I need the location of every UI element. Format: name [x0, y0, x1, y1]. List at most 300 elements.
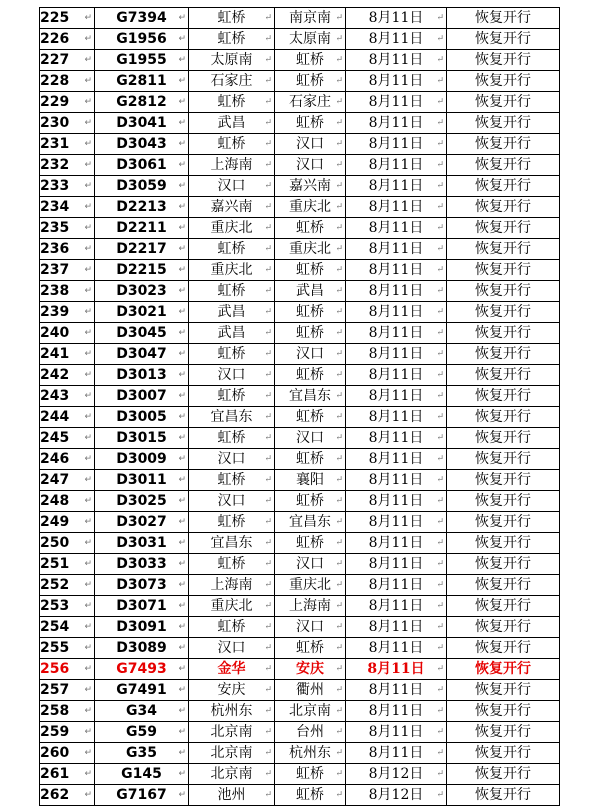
date-cell — [346, 323, 447, 344]
cell-end-mark-icon: ↵ — [178, 13, 186, 23]
status-text: 恢复开行 — [475, 73, 531, 89]
cell-end-mark-icon: ↵ — [264, 685, 272, 695]
destination-station-text: 汉口 — [296, 619, 324, 635]
destination-station-cell — [275, 134, 346, 155]
status-cell — [447, 491, 560, 512]
row-number-cell — [40, 407, 95, 428]
status-cell — [447, 470, 560, 491]
origin-station-text: 上海南 — [210, 577, 253, 593]
train-number-text: D3021 — [116, 304, 167, 320]
origin-station-cell — [189, 512, 275, 533]
cell-end-mark-icon: ↵ — [335, 118, 343, 128]
train-schedule-table — [39, 7, 560, 806]
date-text: 8月11日 — [368, 724, 424, 740]
status-text: 恢复开行 — [475, 283, 531, 299]
status-text: 恢复开行 — [475, 766, 531, 782]
date-cell — [346, 638, 447, 659]
row-number-cell — [40, 470, 95, 491]
cell-end-mark-icon: ↵ — [264, 139, 272, 149]
train-number-cell — [95, 50, 189, 71]
date-text: 8月11日 — [368, 346, 424, 362]
cell-end-mark-icon: ↵ — [335, 580, 343, 590]
train-number-cell — [95, 617, 189, 638]
destination-station-cell — [275, 92, 346, 113]
status-cell — [447, 407, 560, 428]
status-text: 恢复开行 — [475, 451, 531, 467]
row-number-text: 246 — [40, 451, 70, 467]
destination-station-cell — [275, 491, 346, 512]
status-text: 恢复开行 — [475, 409, 531, 425]
origin-station-text: 虹桥 — [217, 94, 246, 110]
status-text: 恢复开行 — [475, 640, 531, 656]
cell-end-mark-icon: ↵ — [264, 76, 272, 86]
row-number-cell — [40, 29, 95, 50]
cell-end-mark-icon: ↵ — [84, 34, 92, 44]
origin-station-text: 武昌 — [217, 304, 246, 320]
cell-end-mark-icon: ↵ — [264, 328, 272, 338]
origin-station-text: 池州 — [217, 787, 246, 803]
row-number-cell — [40, 617, 95, 638]
table-row — [40, 449, 560, 470]
row-number-text: 230 — [40, 115, 70, 131]
date-text: 8月11日 — [368, 367, 424, 383]
status-text: 恢复开行 — [475, 598, 531, 614]
status-cell — [447, 659, 560, 680]
train-number-cell — [95, 659, 189, 680]
date-cell — [346, 407, 447, 428]
cell-end-mark-icon: ↵ — [264, 643, 272, 653]
origin-station-cell — [189, 785, 275, 806]
destination-station-cell — [275, 638, 346, 659]
cell-end-mark-icon: ↵ — [178, 559, 186, 569]
origin-station-text: 虹桥 — [217, 430, 246, 446]
destination-station-cell — [275, 218, 346, 239]
cell-end-mark-icon: ↵ — [264, 580, 272, 590]
status-cell — [447, 239, 560, 260]
status-cell — [447, 260, 560, 281]
destination-station-cell — [275, 680, 346, 701]
cell-end-mark-icon: ↵ — [178, 790, 186, 800]
status-cell — [447, 743, 560, 764]
table-row — [40, 743, 560, 764]
cell-end-mark-icon: ↵ — [335, 265, 343, 275]
table-row — [40, 785, 560, 806]
destination-station-cell — [275, 50, 346, 71]
status-cell — [447, 197, 560, 218]
date-text: 8月11日 — [368, 703, 424, 719]
cell-end-mark-icon: ↵ — [178, 643, 186, 653]
date-text: 8月11日 — [368, 178, 424, 194]
table-row — [40, 638, 560, 659]
date-cell — [346, 449, 447, 470]
cell-end-mark-icon: ↵ — [178, 748, 186, 758]
cell-end-mark-icon: ↵ — [335, 328, 343, 338]
status-cell — [447, 386, 560, 407]
destination-station-text: 北京南 — [289, 703, 331, 719]
row-number-cell — [40, 281, 95, 302]
destination-station-text: 虹桥 — [296, 262, 324, 278]
origin-station-cell — [189, 617, 275, 638]
cell-end-mark-icon: ↵ — [178, 307, 186, 317]
destination-station-cell — [275, 113, 346, 134]
cell-end-mark-icon: ↵ — [264, 13, 272, 23]
row-number-cell — [40, 218, 95, 239]
row-number-text: 227 — [40, 52, 70, 68]
destination-station-text: 重庆北 — [289, 241, 331, 257]
row-number-cell — [40, 50, 95, 71]
cell-end-mark-icon: ↵ — [84, 181, 92, 191]
origin-station-text: 北京南 — [210, 745, 253, 761]
date-cell — [346, 344, 447, 365]
cell-end-mark-icon: ↵ — [436, 370, 444, 380]
cell-end-mark-icon: ↵ — [436, 559, 444, 569]
table-row — [40, 134, 560, 155]
cell-end-mark-icon: ↵ — [264, 265, 272, 275]
destination-station-cell — [275, 176, 346, 197]
table-row — [40, 680, 560, 701]
status-cell — [447, 218, 560, 239]
table-row — [40, 722, 560, 743]
cell-end-mark-icon: ↵ — [436, 244, 444, 254]
cell-end-mark-icon: ↵ — [436, 685, 444, 695]
cell-end-mark-icon: ↵ — [335, 307, 343, 317]
cell-end-mark-icon: ↵ — [84, 370, 92, 380]
destination-station-text: 重庆北 — [289, 577, 331, 593]
train-number-cell — [95, 113, 189, 134]
train-number-text: D3033 — [116, 556, 167, 572]
status-cell — [447, 134, 560, 155]
row-number-text: 245 — [40, 430, 70, 446]
cell-end-mark-icon: ↵ — [84, 475, 92, 485]
row-number-cell — [40, 638, 95, 659]
date-text: 8月11日 — [368, 619, 424, 635]
date-cell — [346, 722, 447, 743]
cell-end-mark-icon: ↵ — [178, 181, 186, 191]
cell-end-mark-icon: ↵ — [335, 412, 343, 422]
cell-end-mark-icon: ↵ — [178, 727, 186, 737]
train-number-cell — [95, 575, 189, 596]
status-cell — [447, 638, 560, 659]
cell-end-mark-icon: ↵ — [436, 307, 444, 317]
date-text: 8月11日 — [368, 409, 424, 425]
date-text: 8月11日 — [368, 430, 424, 446]
table-row — [40, 659, 560, 680]
train-number-text: D3027 — [116, 514, 167, 530]
date-text: 8月11日 — [368, 220, 424, 236]
train-number-cell — [95, 680, 189, 701]
cell-end-mark-icon: ↵ — [178, 244, 186, 254]
origin-station-text: 武昌 — [217, 325, 246, 341]
row-number-cell — [40, 134, 95, 155]
row-number-cell — [40, 302, 95, 323]
train-number-text: D2213 — [116, 199, 167, 215]
origin-station-cell — [189, 113, 275, 134]
status-cell — [447, 323, 560, 344]
destination-station-text: 虹桥 — [296, 220, 324, 236]
origin-station-cell — [189, 50, 275, 71]
cell-end-mark-icon: ↵ — [264, 538, 272, 548]
cell-end-mark-icon: ↵ — [264, 370, 272, 380]
destination-station-cell — [275, 764, 346, 785]
cell-end-mark-icon: ↵ — [178, 433, 186, 443]
status-cell — [447, 533, 560, 554]
cell-end-mark-icon: ↵ — [84, 391, 92, 401]
destination-station-cell — [275, 596, 346, 617]
origin-station-text: 虹桥 — [217, 556, 246, 572]
cell-end-mark-icon: ↵ — [335, 97, 343, 107]
destination-station-text: 虹桥 — [296, 409, 324, 425]
cell-end-mark-icon: ↵ — [178, 139, 186, 149]
cell-end-mark-icon: ↵ — [264, 454, 272, 464]
row-number-text: 253 — [40, 598, 70, 614]
destination-station-text: 虹桥 — [296, 640, 324, 656]
destination-station-text: 虹桥 — [296, 535, 324, 551]
cell-end-mark-icon: ↵ — [436, 286, 444, 296]
origin-station-text: 虹桥 — [217, 241, 246, 257]
table-row — [40, 764, 560, 785]
status-text: 恢复开行 — [475, 388, 531, 404]
destination-station-text: 衢州 — [296, 682, 324, 698]
schedule-table-body — [40, 8, 560, 806]
status-cell — [447, 428, 560, 449]
cell-end-mark-icon: ↵ — [84, 139, 92, 149]
cell-end-mark-icon: ↵ — [264, 727, 272, 737]
row-number-cell — [40, 197, 95, 218]
train-number-text: G1955 — [116, 52, 167, 68]
destination-station-cell — [275, 386, 346, 407]
origin-station-cell — [189, 722, 275, 743]
row-number-text: 238 — [40, 283, 70, 299]
train-number-text: D3059 — [116, 178, 167, 194]
cell-end-mark-icon: ↵ — [335, 643, 343, 653]
table-row — [40, 596, 560, 617]
cell-end-mark-icon: ↵ — [436, 454, 444, 464]
date-text: 8月12日 — [368, 766, 424, 782]
cell-end-mark-icon: ↵ — [335, 370, 343, 380]
cell-end-mark-icon: ↵ — [84, 706, 92, 716]
status-cell — [447, 449, 560, 470]
table-row — [40, 29, 560, 50]
cell-end-mark-icon: ↵ — [84, 601, 92, 611]
train-number-cell — [95, 134, 189, 155]
table-row — [40, 302, 560, 323]
origin-station-cell — [189, 218, 275, 239]
date-cell — [346, 113, 447, 134]
table-row — [40, 260, 560, 281]
status-text: 恢复开行 — [475, 514, 531, 530]
row-number-text: 235 — [40, 220, 70, 236]
train-number-cell — [95, 218, 189, 239]
cell-end-mark-icon: ↵ — [436, 475, 444, 485]
status-text: 恢复开行 — [475, 241, 531, 257]
date-cell — [346, 470, 447, 491]
destination-station-text: 石家庄 — [289, 94, 331, 110]
row-number-text: 262 — [40, 787, 70, 803]
cell-end-mark-icon: ↵ — [84, 349, 92, 359]
destination-station-text: 虹桥 — [296, 766, 324, 782]
train-number-cell — [95, 764, 189, 785]
cell-end-mark-icon: ↵ — [178, 685, 186, 695]
origin-station-text: 杭州东 — [210, 703, 253, 719]
date-cell — [346, 29, 447, 50]
origin-station-text: 重庆北 — [210, 262, 253, 278]
row-number-cell — [40, 155, 95, 176]
date-text: 8月11日 — [368, 493, 424, 509]
date-cell — [346, 260, 447, 281]
date-text: 8月11日 — [368, 241, 424, 257]
cell-end-mark-icon: ↵ — [335, 706, 343, 716]
table-row — [40, 701, 560, 722]
train-number-text: D2211 — [116, 220, 167, 236]
cell-end-mark-icon: ↵ — [178, 349, 186, 359]
train-number-text: G59 — [126, 724, 157, 740]
train-number-cell — [95, 71, 189, 92]
row-number-cell — [40, 365, 95, 386]
cell-end-mark-icon: ↵ — [335, 475, 343, 485]
status-cell — [447, 8, 560, 29]
cell-end-mark-icon: ↵ — [178, 496, 186, 506]
date-cell — [346, 701, 447, 722]
cell-end-mark-icon: ↵ — [436, 223, 444, 233]
destination-station-text: 上海南 — [289, 598, 331, 614]
cell-end-mark-icon: ↵ — [335, 559, 343, 569]
cell-end-mark-icon: ↵ — [436, 55, 444, 65]
origin-station-cell — [189, 239, 275, 260]
row-number-text: 236 — [40, 241, 70, 257]
date-cell — [346, 92, 447, 113]
train-number-cell — [95, 638, 189, 659]
cell-end-mark-icon: ↵ — [264, 118, 272, 128]
row-number-text: 228 — [40, 73, 70, 89]
train-number-text: G34 — [126, 703, 157, 719]
origin-station-cell — [189, 407, 275, 428]
status-text: 恢复开行 — [475, 556, 531, 572]
date-text: 8月11日 — [368, 73, 424, 89]
destination-station-cell — [275, 155, 346, 176]
cell-end-mark-icon: ↵ — [436, 160, 444, 170]
cell-end-mark-icon: ↵ — [84, 118, 92, 128]
cell-end-mark-icon: ↵ — [436, 13, 444, 23]
date-text: 8月11日 — [368, 136, 424, 152]
status-cell — [447, 701, 560, 722]
destination-station-cell — [275, 533, 346, 554]
cell-end-mark-icon: ↵ — [178, 454, 186, 464]
cell-end-mark-icon: ↵ — [84, 496, 92, 506]
cell-end-mark-icon: ↵ — [335, 748, 343, 758]
date-text: 8月11日 — [368, 10, 424, 26]
destination-station-cell — [275, 743, 346, 764]
destination-station-cell — [275, 365, 346, 386]
row-number-cell — [40, 8, 95, 29]
cell-end-mark-icon: ↵ — [436, 580, 444, 590]
date-cell — [346, 197, 447, 218]
train-number-text: D3047 — [116, 346, 167, 362]
cell-end-mark-icon: ↵ — [178, 265, 186, 275]
status-cell — [447, 596, 560, 617]
destination-station-text: 虹桥 — [296, 115, 324, 131]
cell-end-mark-icon: ↵ — [436, 118, 444, 128]
train-number-cell — [95, 176, 189, 197]
date-text: 8月11日 — [368, 640, 424, 656]
cell-end-mark-icon: ↵ — [436, 622, 444, 632]
origin-station-cell — [189, 71, 275, 92]
destination-station-cell — [275, 260, 346, 281]
origin-station-cell — [189, 449, 275, 470]
table-row — [40, 323, 560, 344]
train-number-cell — [95, 554, 189, 575]
origin-station-cell — [189, 701, 275, 722]
cell-end-mark-icon: ↵ — [178, 97, 186, 107]
train-number-cell — [95, 449, 189, 470]
cell-end-mark-icon: ↵ — [335, 349, 343, 359]
date-text: 8月11日 — [368, 745, 424, 761]
cell-end-mark-icon: ↵ — [84, 433, 92, 443]
cell-end-mark-icon: ↵ — [436, 139, 444, 149]
date-cell — [346, 533, 447, 554]
cell-end-mark-icon: ↵ — [264, 517, 272, 527]
cell-end-mark-icon: ↵ — [178, 769, 186, 779]
date-cell — [346, 176, 447, 197]
status-cell — [447, 575, 560, 596]
date-text: 8月11日 — [368, 157, 424, 173]
row-number-text: 261 — [40, 766, 70, 782]
status-text: 恢复开行 — [475, 661, 531, 677]
cell-end-mark-icon: ↵ — [84, 13, 92, 23]
cell-end-mark-icon: ↵ — [436, 727, 444, 737]
train-number-text: D3041 — [116, 115, 167, 131]
row-number-text: 234 — [40, 199, 70, 215]
destination-station-cell — [275, 71, 346, 92]
cell-end-mark-icon: ↵ — [436, 538, 444, 548]
destination-station-cell — [275, 407, 346, 428]
cell-end-mark-icon: ↵ — [264, 664, 272, 674]
cell-end-mark-icon: ↵ — [178, 412, 186, 422]
cell-end-mark-icon: ↵ — [264, 433, 272, 443]
date-cell — [346, 386, 447, 407]
row-number-cell — [40, 659, 95, 680]
train-number-text: D3089 — [116, 640, 167, 656]
origin-station-text: 虹桥 — [217, 514, 246, 530]
date-cell — [346, 785, 447, 806]
origin-station-cell — [189, 197, 275, 218]
status-text: 恢复开行 — [475, 682, 531, 698]
status-text: 恢复开行 — [475, 94, 531, 110]
cell-end-mark-icon: ↵ — [436, 97, 444, 107]
date-cell — [346, 8, 447, 29]
status-text: 恢复开行 — [475, 745, 531, 761]
row-number-text: 229 — [40, 94, 70, 110]
cell-end-mark-icon: ↵ — [264, 160, 272, 170]
status-cell — [447, 617, 560, 638]
date-cell — [346, 155, 447, 176]
cell-end-mark-icon: ↵ — [436, 328, 444, 338]
train-number-cell — [95, 8, 189, 29]
cell-end-mark-icon: ↵ — [335, 244, 343, 254]
date-cell — [346, 680, 447, 701]
train-number-text: D3071 — [116, 598, 167, 614]
table-row — [40, 386, 560, 407]
train-number-text: D3045 — [116, 325, 167, 341]
destination-station-text: 台州 — [296, 724, 324, 740]
row-number-text: 251 — [40, 556, 70, 572]
row-number-text: 244 — [40, 409, 70, 425]
train-number-text: D2217 — [116, 241, 167, 257]
cell-end-mark-icon: ↵ — [335, 538, 343, 548]
cell-end-mark-icon: ↵ — [264, 244, 272, 254]
row-number-cell — [40, 743, 95, 764]
row-number-cell — [40, 113, 95, 134]
date-cell — [346, 428, 447, 449]
